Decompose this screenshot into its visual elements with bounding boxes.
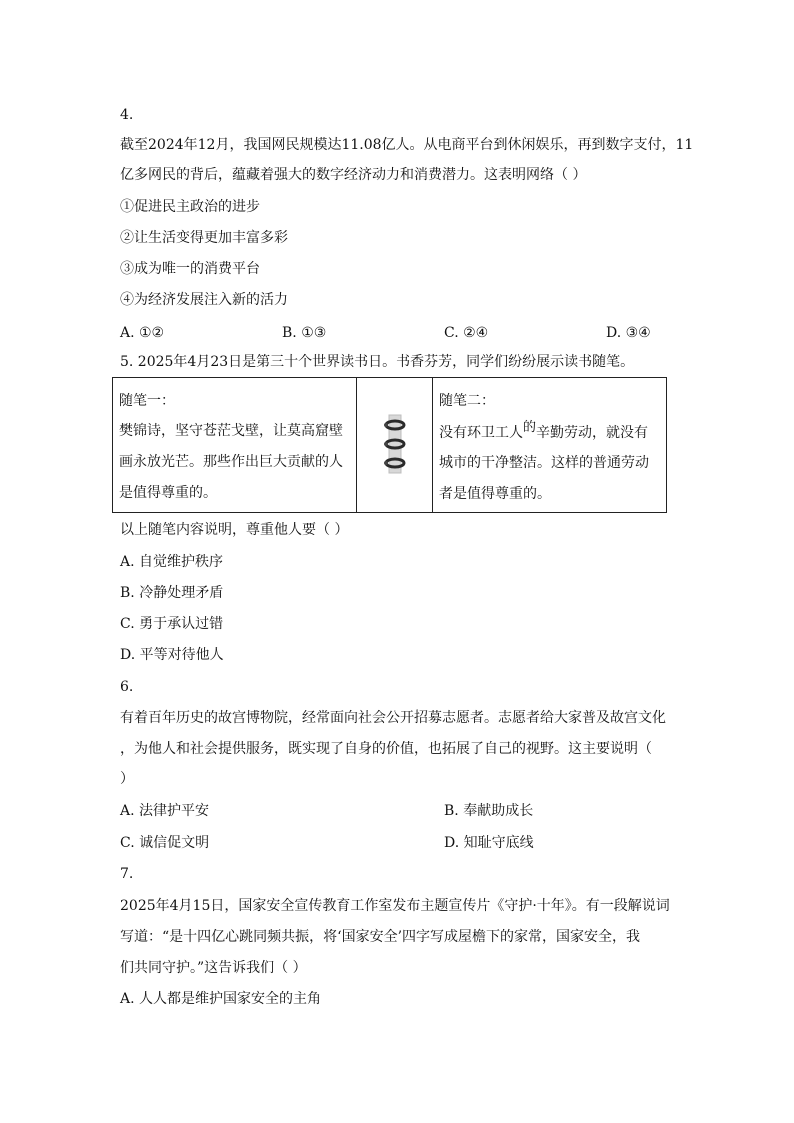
q4-number: 4. [120,107,134,123]
q6-number: 6. [120,679,134,695]
spiral-notebook-icon [375,413,413,475]
q4-stem-line2: 亿多网民的背后，蕴藏着强大的数字经济动力和消费潜力。这表明网络（ ） [120,167,587,183]
essay2-line1 [439,420,649,443]
q5-question: 以上随笔内容说明，尊重他人要（ ） [120,522,349,538]
essay1-cell [113,378,357,512]
essay1-title: 随笔一： [119,393,175,409]
q6-option-d[interactable]: D. 知耻守底线 [444,835,534,851]
q5-option-a[interactable]: A. 自觉维护秩序 [120,554,224,570]
q5-option-b[interactable]: B. 冷静处理矛盾 [120,585,224,601]
q7-option-a[interactable]: A. 人人都是维护国家安全的主角 [120,991,322,1007]
q6-stem-line2: ，为他人和社会提供服务，既实现了自身的价值，也拓展了自己的视野。这主要说明（ [120,741,652,757]
q6-stem-line1: 有着百年历史的故宫博物院，经常面向社会公开招募志愿者。志愿者给大家普及故宫文化 [120,710,666,726]
essay2-line3: 者是值得尊重的。 [439,486,551,502]
q7-stem-line3: 们共同守护。”这告诉我们（ ） [120,960,307,976]
q4-statement-4: ④为经济发展注入新的活力 [120,292,288,308]
q6-option-c[interactable]: C. 诚信促文明 [120,835,210,851]
q6-option-b[interactable]: B. 奉献助成长 [444,803,534,819]
q6-option-a[interactable]: A. 法律护平安 [120,803,210,819]
q5-stem: 5. 2025年4月23日是第三十个世界读书日。书香芬芳，同学们纷纷展示读书随笔。 [120,354,635,370]
q7-stem-line2: 写道：“是十四亿心跳同频共振，将‘国家安全’四字写成屋檐下的家常，国家安全，我 [120,929,641,945]
essay1-line3: 是值得尊重的。 [119,485,217,501]
q4-option-c[interactable]: C. ②④ [444,325,489,341]
q7-stem-line1: 2025年4月15日，国家安全宣传教育工作室发布主题宣传片《守护·十年》。有一段解说词 [120,898,670,914]
q4-option-d[interactable]: D. ③④ [606,325,651,341]
q4-statement-1: ①促进民主政治的进步 [120,199,260,215]
essay-table [112,377,667,513]
q4-statement-2: ②让生活变得更加丰富多彩 [120,230,288,246]
essay1-line1: 樊锦诗，坚守苍茫戈壁，让莫高窟壁 [119,423,343,439]
essay-image-cell [357,378,433,512]
q6-stem-line3: ） [120,771,134,787]
essay2-title: 随笔二： [439,393,495,409]
q4-option-a[interactable]: A. ①② [120,325,165,341]
essay2-cell [433,378,666,512]
q4-option-b[interactable]: B. ①③ [282,325,327,341]
essay2-line1-part-b: 辛勤劳动，就没有 [536,425,649,441]
q7-number: 7. [120,866,134,882]
essay2-line2: 城市的干净整洁。这样的普通劳动 [439,455,649,471]
q4-stem-line1: 截至2024年12月，我国网民规模达11.08亿人。从电商平台到休闲娱乐，再到数字支付，11 [120,137,694,153]
essay2-line1-superscript: 的 [523,420,537,435]
essay1-line2: 画永放光芒。那些作出巨大贡献的人 [119,454,343,470]
essay2-line1-part-a: 没有环卫工人 [439,425,523,441]
q5-option-d[interactable]: D. 平等对待他人 [120,647,224,663]
q4-statement-3: ③成为唯一的消费平台 [120,261,260,277]
q5-option-c[interactable]: C. 勇于承认过错 [120,616,224,632]
